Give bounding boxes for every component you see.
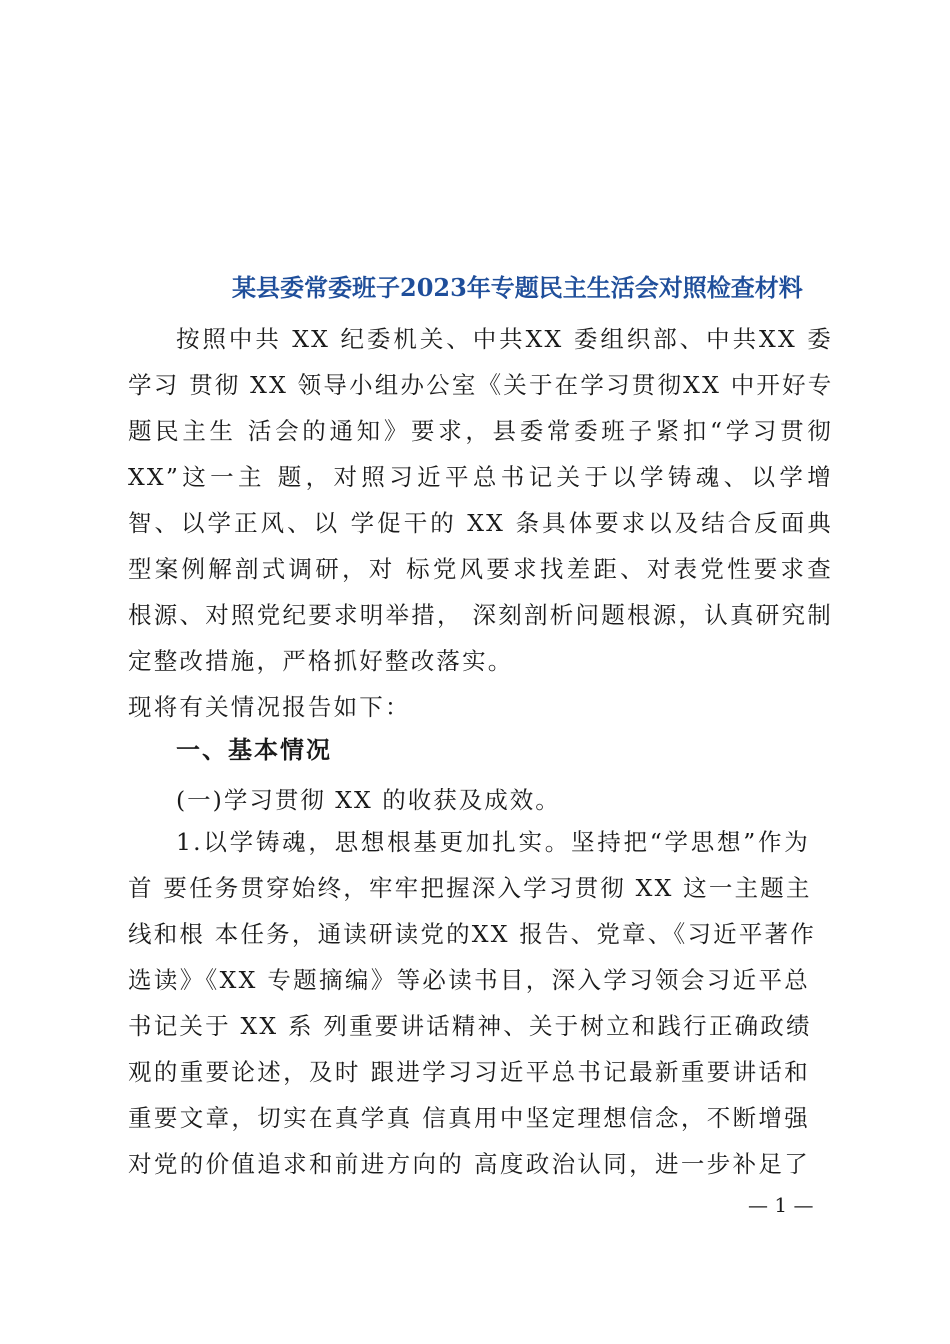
text-line: 题民主生 活会的通知》要求，县委常委班子紧扣“学习贯彻 [128, 417, 833, 445]
text-line: 智、以学正风、以 学促干的 XX 条具体要求以及结合反面典 [128, 509, 833, 537]
text-line: 学习 贯彻 XX 领导小组办公室《关于在学习贯彻XX 中开好专 [128, 371, 834, 399]
text-line: 线和根 本任务，通读研读党的XX 报告、党章、《习近平著作 [128, 920, 816, 948]
document-title: 某县委常委班子2023年专题民主生活会对照检查材料 [232, 273, 803, 302]
text-line: 对党的价值追求和前进方向的 高度政治认同，进一步补足了 [128, 1150, 810, 1178]
text-line: 根源、对照党纪要求明举措， 深刻剖析问题根源，认真研究制 [128, 601, 833, 629]
text-line: 现将有关情况报告如下： [128, 693, 411, 721]
text-line: 定整改措施，严格抓好整改落实。 [128, 647, 514, 675]
text-line: XX”这一主 题，对照习近平总书记关于以学铸魂、以学增 [128, 463, 833, 491]
body-paragraph [128, 819, 816, 1187]
text-line: 选读》《XX 专题摘编》等必读书目，深入学习领会习近平总 [128, 966, 810, 994]
text-line: 重要文章，切实在真学真 信真用中坚定理想信念，不断增强 [128, 1104, 810, 1132]
text-line: 按照中共 XX 纪委机关、中共XX 委组织部、中共XX 委 [176, 325, 833, 353]
page-number: — 1 — [748, 1193, 814, 1217]
text-line: 观的重要论述，及时 跟进学习习近平总书记最新重要讲话和 [128, 1058, 810, 1086]
text-line: 1.以学铸魂，思想根基更加扎实。坚持把“学思想”作为 [176, 828, 810, 856]
section-heading: 一、基本情况 [176, 736, 332, 764]
text-line: 首 要任务贯穿始终，牢牢把握深入学习贯彻 XX 这一主题主 [128, 874, 812, 902]
text-line: 书记关于 XX 系 列重要讲话精神、关于树立和践行正确政绩 [128, 1012, 812, 1040]
subsection-heading: (一)学习贯彻 XX 的收获及成效。 [176, 786, 561, 814]
intro-paragraph [128, 316, 833, 730]
text-line: 型案例解剖式调研，对 标党风要求找差距、对表党性要求查 [128, 555, 833, 583]
